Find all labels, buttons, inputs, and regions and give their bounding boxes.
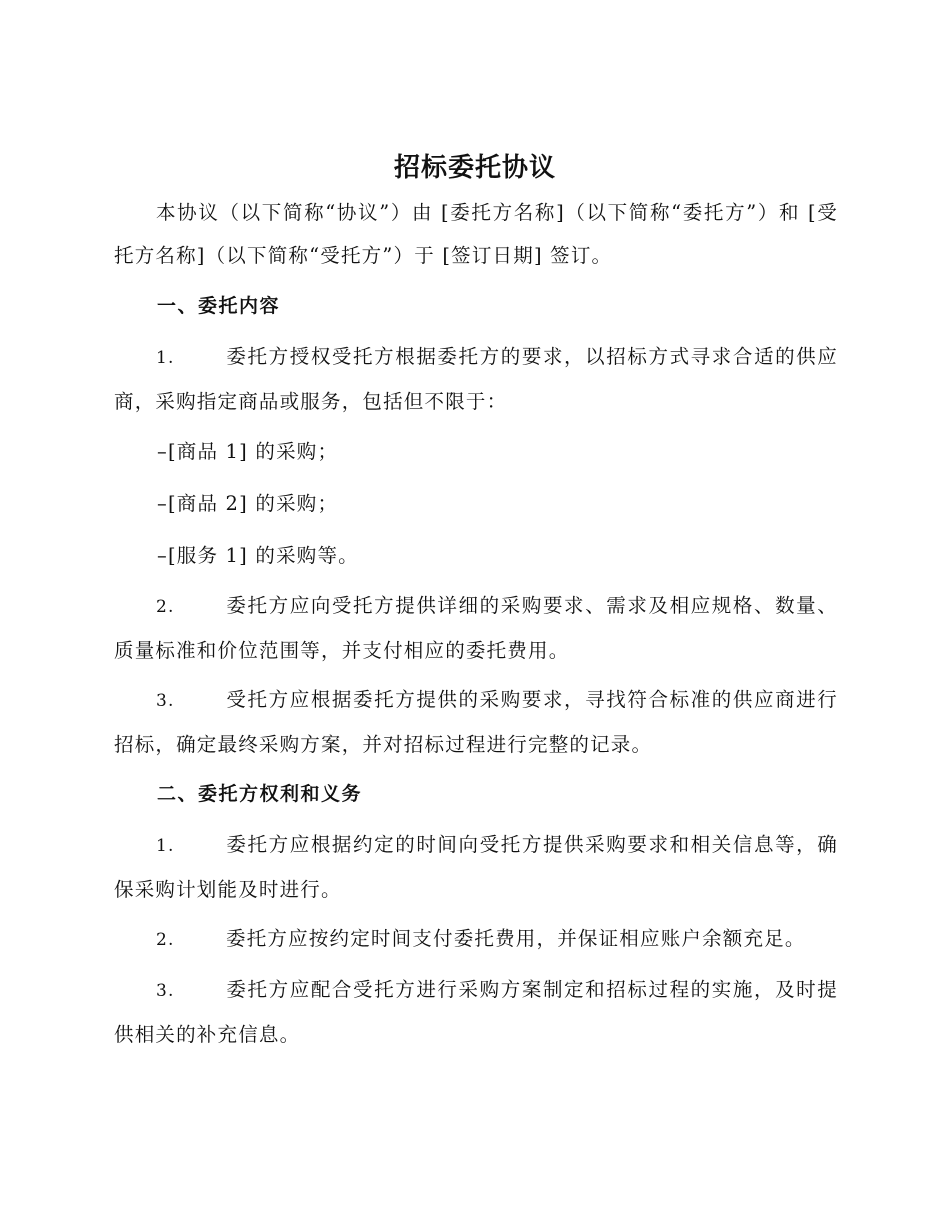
section2-heading: 二、委托方权利和义务 — [157, 783, 363, 805]
section1-heading: 一、委托内容 — [157, 295, 281, 317]
section2-item2 — [114, 917, 838, 962]
section1-item2 — [114, 584, 838, 672]
section2-item3 — [114, 968, 838, 1056]
section2-item1 — [114, 823, 838, 911]
item-text: 委托方授权受托方根据委托方的要求，以招标方式寻求合适的供应商，采购指定商品或服务，包括但不限于： — [114, 345, 838, 413]
item-text: 委托方应根据约定的时间向受托方提供采购要求和相关信息等，确保采购计划能及时进行。 — [114, 833, 838, 901]
item-number: 3. — [156, 981, 175, 1001]
bullet-item-2: –[商品 2] 的采购； — [157, 492, 339, 515]
item-text: 委托方应向受托方提供详细的采购要求、需求及相应规格、数量、质量标准和价位范围等，并支付相应的委托费用。 — [114, 594, 838, 662]
bullet-item-1: –[商品 1] 的采购； — [157, 440, 339, 463]
item-number: 1. — [156, 348, 175, 368]
item-text: 受托方应根据委托方提供的采购要求，寻找符合标准的供应商进行招标，确定最终采购方案，并对招标过程进行完整的记录。 — [114, 688, 838, 756]
section1-item3 — [114, 678, 838, 766]
bullet-item-3: –[服务 1] 的采购等。 — [157, 544, 359, 567]
item-number: 2. — [156, 597, 175, 617]
item-number: 3. — [156, 691, 175, 711]
item-number: 1. — [156, 836, 175, 856]
item-text: 委托方应配合受托方进行采购方案制定和招标过程的实施，及时提供相关的补充信息。 — [114, 978, 838, 1046]
item-number: 2. — [156, 930, 175, 950]
intro-paragraph: 本协议（以下简称“协议”）由 [委托方名称]（以下简称“委托方”）和 [受托方名称]（以下简称“受托方”）于 [签订日期] 签订。 — [114, 201, 838, 267]
section1-item1 — [114, 335, 838, 423]
item-text: 委托方应按约定时间支付委托费用，并保证相应账户余额充足。 — [226, 927, 806, 950]
document-title: 招标委托协议 — [393, 153, 556, 183]
